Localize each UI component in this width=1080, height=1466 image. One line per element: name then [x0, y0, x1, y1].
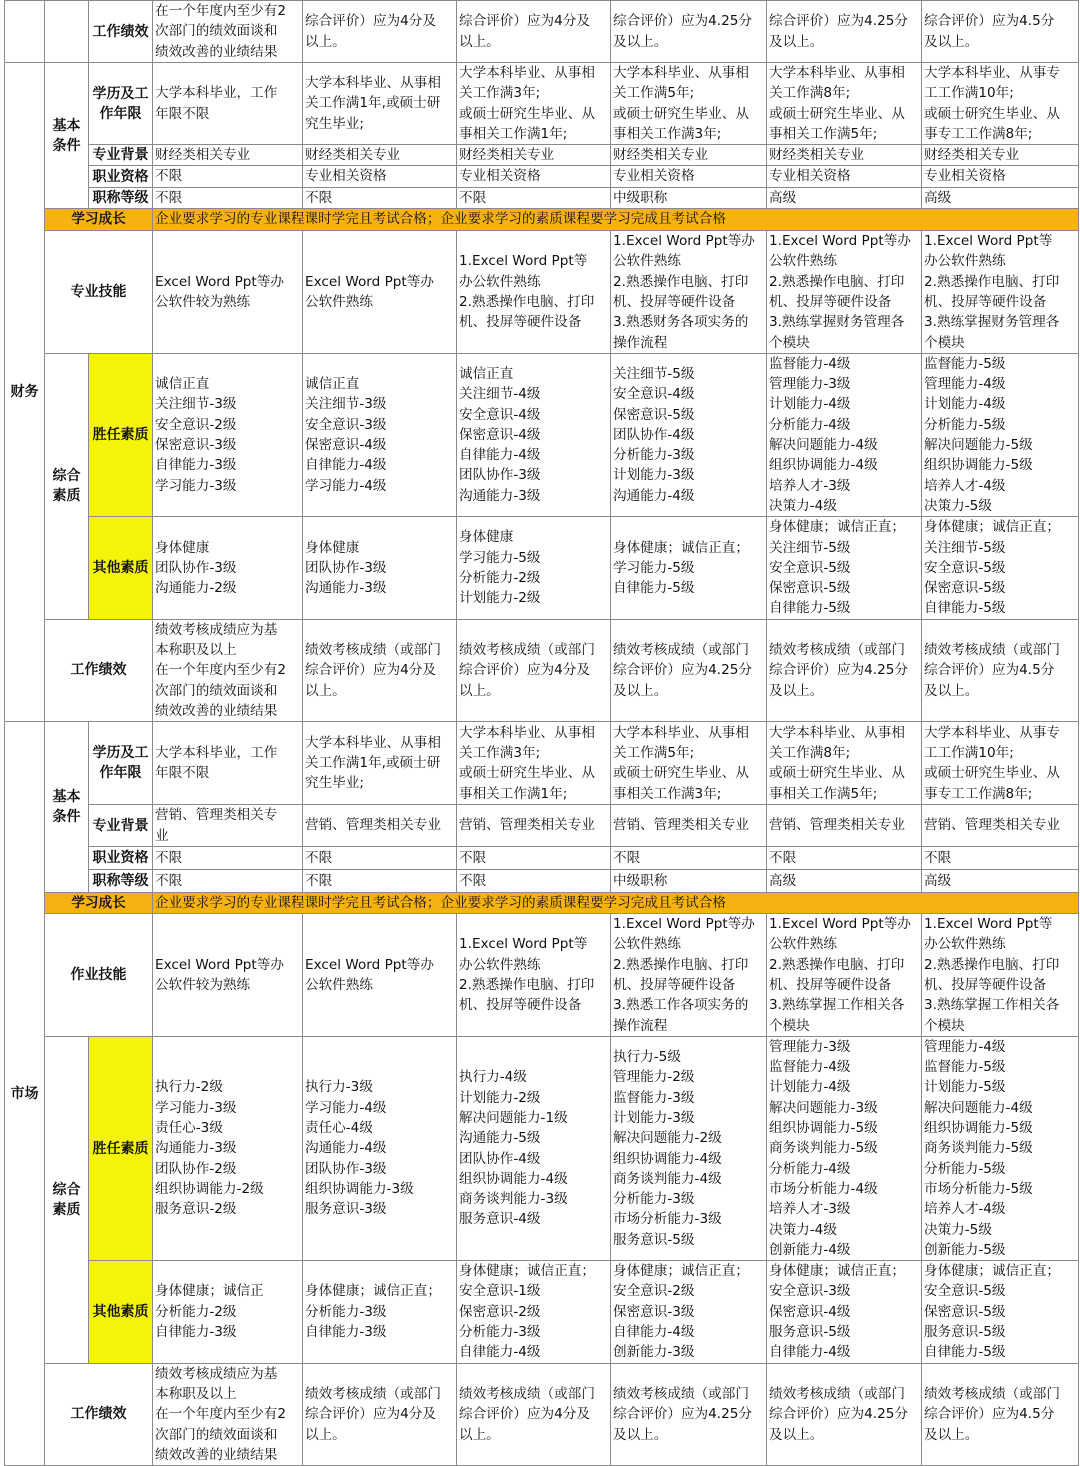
- edu-cell-level-5: 大学本科毕业、从事相 关工作满8年; 或硕士研究生毕业、从 事相关工作满5年;: [767, 63, 922, 145]
- table-row: [5, 145, 1079, 166]
- edu-cell-level-2: 大学本科毕业、从事相 关工作满1年,或硕士研 究生毕业;: [303, 722, 457, 805]
- table-row: [5, 1261, 1079, 1363]
- perf-cell-level-6: 绩效考核成绩（或部门 综合评价）应为4.5分 及以上。: [922, 619, 1079, 721]
- perf-label: 工作绩效: [45, 619, 153, 721]
- qualification-cell-level-6: 专业相关资格: [922, 166, 1079, 187]
- skill-label: 作业技能: [45, 914, 153, 1037]
- other-quality-cell-level-3: 身体健康 学习能力-5级 分析能力-2级 计划能力-2级: [457, 517, 611, 619]
- qualification-table: [4, 0, 1079, 1466]
- perf-cell-level-6: 综合评价）应为4.5分 及以上。: [922, 1, 1079, 63]
- table-row: [5, 846, 1079, 869]
- title-grade-cell-level-1: 不限: [153, 869, 303, 892]
- basic-conditions-label: 基本 条件: [45, 722, 89, 893]
- qualification-cell-level-5: 专业相关资格: [767, 166, 922, 187]
- major-cell-level-4: 财经类相关专业: [611, 145, 767, 166]
- competency-cell-level-3: 诚信正直 关注细节-4级 安全意识-4级 保密意识-4级 自律能力-4级 团队协作-3级 沟通能力-3级: [457, 353, 611, 516]
- title-grade-cell-level-4: 中级职称: [611, 187, 767, 208]
- skill-cell-level-5: 1.Excel Word Ppt等办 公软件熟练 2.熟悉操作电脑、打印 机、投屏等硬件设备 3.熟练掌握财务管理各 个模块: [767, 231, 922, 354]
- title-grade-cell-level-5: 高级: [767, 869, 922, 892]
- perf-cell-level-5: 绩效考核成绩（或部门 综合评价）应为4.25分 及以上。: [767, 619, 922, 721]
- title-grade-label: 职称等级: [89, 869, 153, 892]
- skill-cell-level-6: 1.Excel Word Ppt等 办公软件熟练 2.熟悉操作电脑、打印 机、投屏等硬件设备 3.熟练掌握财务管理各 个模块: [922, 231, 1079, 354]
- skill-cell-level-2: Excel Word Ppt等办 公软件熟练: [303, 231, 457, 354]
- other-quality-cell-level-1: 身体健康；诚信正 分析能力-2级 自律能力-3级: [153, 1261, 303, 1363]
- qualification-cell-level-3: 不限: [457, 846, 611, 869]
- table-row: [5, 914, 1079, 1037]
- perf-label: 工作绩效: [45, 1363, 153, 1465]
- basic-conditions-label: 基本 条件: [45, 63, 89, 209]
- table-row: [5, 231, 1079, 354]
- title-grade-label: 职称等级: [89, 187, 153, 208]
- learning-requirement: 企业要求学习的专业课程课时学完且考试合格；企业要求学习的素质课程要学习完成且考试合格: [153, 209, 1079, 231]
- edu-cell-level-4: 大学本科毕业、从事相 关工作满5年; 或硕士研究生毕业、从 事相关工作满3年;: [611, 722, 767, 805]
- edu-cell-level-4: 大学本科毕业、从事相 关工作满5年; 或硕士研究生毕业、从 事相关工作满3年;: [611, 63, 767, 145]
- skill-cell-level-1: Excel Word Ppt等办 公软件较为熟练: [153, 914, 303, 1037]
- other-quality-cell-level-5: 身体健康；诚信正直； 安全意识-3级 保密意识-4级 服务意识-5级 自律能力-4级: [767, 1261, 922, 1363]
- table-row: [5, 805, 1079, 847]
- qualification-cell-level-1: 不限: [153, 846, 303, 869]
- edu-label: 学历及工 作年限: [89, 63, 153, 145]
- title-grade-cell-level-1: 不限: [153, 187, 303, 208]
- perf-cell-level-4: 绩效考核成绩（或部门 综合评价）应为4.25分 及以上。: [611, 619, 767, 721]
- perf-cell-level-3: 综合评价）应为4分及 以上。: [457, 1, 611, 63]
- perf-cell-level-2: 绩效考核成绩（或部门 综合评价）应为4分及 以上。: [303, 1363, 457, 1465]
- table-row: [5, 892, 1079, 913]
- qualification-cell-level-5: 不限: [767, 846, 922, 869]
- major-cell-level-2: 财经类相关专业: [303, 145, 457, 166]
- title-grade-cell-level-4: 中级职称: [611, 869, 767, 892]
- learning-label: 学习成长: [45, 892, 153, 913]
- spacer-cell: [45, 1, 89, 63]
- other-quality-label: 其他素质: [89, 1261, 153, 1363]
- major-cell-level-3: 营销、管理类相关专业: [457, 805, 611, 847]
- title-grade-cell-level-5: 高级: [767, 187, 922, 208]
- table-row: [5, 209, 1079, 231]
- skill-cell-level-3: 1.Excel Word Ppt等 办公软件熟练 2.熟悉操作电脑、打印 机、投屏等硬件设备: [457, 231, 611, 354]
- perf-cell-level-1: 在一个年度内至少有2 次部门的绩效面谈和 绩效改善的业绩结果: [153, 1, 303, 63]
- edu-label: 学历及工 作年限: [89, 722, 153, 805]
- qualification-label: 职业资格: [89, 166, 153, 187]
- major-cell-level-1: 财经类相关专业: [153, 145, 303, 166]
- major-cell-level-6: 财经类相关专业: [922, 145, 1079, 166]
- edu-cell-level-3: 大学本科毕业、从事相 关工作满3年; 或硕士研究生毕业、从 事相关工作满1年;: [457, 722, 611, 805]
- edu-cell-level-3: 大学本科毕业、从事相 关工作满3年; 或硕士研究生毕业、从 事相关工作满1年;: [457, 63, 611, 145]
- other-quality-cell-level-2: 身体健康 团队协作-3级 沟通能力-3级: [303, 517, 457, 619]
- other-quality-cell-level-5: 身体健康；诚信正直； 关注细节-5级 安全意识-5级 保密意识-5级 自律能力-5级: [767, 517, 922, 619]
- title-grade-cell-level-2: 不限: [303, 187, 457, 208]
- competency-cell-level-1: 执行力-2级 学习能力-3级 责任心-3级 沟通能力-3级 团队协作-2级 组织协调能力-2级 服务意识-2级: [153, 1036, 303, 1260]
- title-grade-cell-level-2: 不限: [303, 869, 457, 892]
- table-row: [5, 619, 1079, 721]
- competency-cell-level-2: 诚信正直 关注细节-3级 安全意识-3级 保密意识-4级 自律能力-4级 学习能力-4级: [303, 353, 457, 516]
- other-quality-label: 其他素质: [89, 517, 153, 619]
- perf-cell-level-5: 综合评价）应为4.25分 及以上。: [767, 1, 922, 63]
- skill-label: 专业技能: [45, 231, 153, 354]
- competency-label: 胜任素质: [89, 353, 153, 516]
- competency-label: 胜任素质: [89, 1036, 153, 1260]
- table-row: [5, 1, 1079, 63]
- competency-cell-level-6: 监督能力-5级 管理能力-4级 计划能力-4级 分析能力-5级 解决问题能力-5级 组织协调能力-5级 培养人才-4级 决策力-5级: [922, 353, 1079, 516]
- perf-cell-level-1: 绩效考核成绩应为基 本称职及以上 在一个年度内至少有2 次部门的绩效面谈和 绩效改善的业绩结果: [153, 619, 303, 721]
- perf-cell-level-6: 绩效考核成绩（或部门 综合评价）应为4.5分 及以上。: [922, 1363, 1079, 1465]
- perf-cell-level-1: 绩效考核成绩应为基 本称职及以上 在一个年度内至少有2 次部门的绩效面谈和 绩效改善的业绩结果: [153, 1363, 303, 1465]
- major-cell-level-3: 财经类相关专业: [457, 145, 611, 166]
- competency-cell-level-2: 执行力-3级 学习能力-4级 责任心-4级 沟通能力-4级 团队协作-3级 组织协调能力-3级 服务意识-3级: [303, 1036, 457, 1260]
- perf-cell-level-2: 综合评价）应为4分及 以上。: [303, 1, 457, 63]
- edu-cell-level-5: 大学本科毕业、从事相 关工作满8年; 或硕士研究生毕业、从 事相关工作满5年;: [767, 722, 922, 805]
- qualification-cell-level-6: 不限: [922, 846, 1079, 869]
- table-row: [5, 187, 1079, 208]
- major-cell-level-2: 营销、管理类相关专业: [303, 805, 457, 847]
- qualification-cell-level-2: 不限: [303, 846, 457, 869]
- skill-cell-level-5: 1.Excel Word Ppt等办 公软件熟练 2.熟悉操作电脑、打印 机、投屏等硬件设备 3.熟练掌握工作相关各 个模块: [767, 914, 922, 1037]
- qualification-cell-level-1: 不限: [153, 166, 303, 187]
- competency-cell-level-1: 诚信正直 关注细节-3级 安全意识-2级 保密意识-3级 自律能力-3级 学习能力-3级: [153, 353, 303, 516]
- skill-cell-level-4: 1.Excel Word Ppt等办 公软件熟练 2.熟悉操作电脑、打印 机、投屏等硬件设备 3.熟悉工作各项实务的 操作流程: [611, 914, 767, 1037]
- skill-cell-level-6: 1.Excel Word Ppt等 办公软件熟练 2.熟悉操作电脑、打印 机、投屏等硬件设备 3.熟练掌握工作相关各 个模块: [922, 914, 1079, 1037]
- table-row: [5, 1036, 1079, 1260]
- table-row: [5, 63, 1079, 145]
- perf-cell-level-3: 绩效考核成绩（或部门 综合评价）应为4分及 以上。: [457, 619, 611, 721]
- comprehensive-quality-label: 综合 素质: [45, 1036, 89, 1363]
- other-quality-cell-level-1: 身体健康 团队协作-3级 沟通能力-2级: [153, 517, 303, 619]
- edu-cell-level-6: 大学本科毕业、从事专 工工作满10年; 或硕士研究生毕业、从 事专工工作满8年;: [922, 722, 1079, 805]
- table-row: [5, 869, 1079, 892]
- edu-cell-level-2: 大学本科毕业、从事相 关工作满1年,或硕士研 究生毕业;: [303, 63, 457, 145]
- other-quality-cell-level-4: 身体健康；诚信正直； 学习能力-5级 自律能力-5级: [611, 517, 767, 619]
- qualification-label: 职业资格: [89, 846, 153, 869]
- perf-cell-level-2: 绩效考核成绩（或部门 综合评价）应为4分及 以上。: [303, 619, 457, 721]
- title-grade-cell-level-3: 不限: [457, 869, 611, 892]
- major-label: 专业背景: [89, 805, 153, 847]
- comprehensive-quality-label: 综合 素质: [45, 353, 89, 619]
- qualification-cell-level-3: 专业相关资格: [457, 166, 611, 187]
- major-label: 专业背景: [89, 145, 153, 166]
- skill-cell-level-1: Excel Word Ppt等办 公软件较为熟练: [153, 231, 303, 354]
- title-grade-cell-level-6: 高级: [922, 187, 1079, 208]
- competency-cell-level-6: 管理能力-4级 监督能力-5级 计划能力-5级 解决问题能力-4级 组织协调能力-5级 商务谈判能力-5级 分析能力-5级 市场分析能力-5级 培养人才-4级 决策力-5级 创新能力-5级: [922, 1036, 1079, 1260]
- edu-cell-level-1: 大学本科毕业，工作 年限不限: [153, 722, 303, 805]
- table-row: [5, 1363, 1079, 1465]
- learning-requirement: 企业要求学习的专业课程课时学完且考试合格；企业要求学习的素质课程要学习完成且考试合格: [153, 892, 1079, 913]
- competency-cell-level-5: 监督能力-4级 管理能力-3级 计划能力-4级 分析能力-4级 解决问题能力-4级 组织协调能力-4级 培养人才-3级 决策力-4级: [767, 353, 922, 516]
- major-cell-level-5: 财经类相关专业: [767, 145, 922, 166]
- skill-cell-level-2: Excel Word Ppt等办 公软件熟练: [303, 914, 457, 1037]
- perf-cell-level-3: 绩效考核成绩（或部门 综合评价）应为4分及 以上。: [457, 1363, 611, 1465]
- other-quality-cell-level-4: 身体健康；诚信正直； 安全意识-2级 保密意识-3级 自律能力-4级 创新能力-3级: [611, 1261, 767, 1363]
- title-grade-cell-level-6: 高级: [922, 869, 1079, 892]
- edu-cell-level-6: 大学本科毕业、从事专 工工作满10年; 或硕士研究生毕业、从 事专工工作满8年;: [922, 63, 1079, 145]
- title-grade-cell-level-3: 不限: [457, 187, 611, 208]
- perf-label: 工作绩效: [89, 1, 153, 63]
- other-quality-cell-level-2: 身体健康；诚信正直； 分析能力-3级 自律能力-3级: [303, 1261, 457, 1363]
- edu-cell-level-1: 大学本科毕业，工作 年限不限: [153, 63, 303, 145]
- qualification-cell-level-4: 专业相关资格: [611, 166, 767, 187]
- qualification-cell-level-2: 专业相关资格: [303, 166, 457, 187]
- perf-cell-level-4: 绩效考核成绩（或部门 综合评价）应为4.25分 及以上。: [611, 1363, 767, 1465]
- table-row: [5, 517, 1079, 619]
- major-cell-level-6: 营销、管理类相关专业: [922, 805, 1079, 847]
- table-row: [5, 353, 1079, 516]
- perf-cell-level-4: 综合评价）应为4.25分 及以上。: [611, 1, 767, 63]
- dept-label: 市场: [5, 722, 45, 1466]
- major-cell-level-1: 营销、管理类相关专 业: [153, 805, 303, 847]
- major-cell-level-5: 营销、管理类相关专业: [767, 805, 922, 847]
- skill-cell-level-4: 1.Excel Word Ppt等办 公软件熟练 2.熟悉操作电脑、打印 机、投屏等硬件设备 3.熟悉财务各项实务的 操作流程: [611, 231, 767, 354]
- other-quality-cell-level-3: 身体健康；诚信正直； 安全意识-1级 保密意识-2级 分析能力-3级 自律能力-4级: [457, 1261, 611, 1363]
- perf-cell-level-5: 绩效考核成绩（或部门 综合评价）应为4.25分 及以上。: [767, 1363, 922, 1465]
- table-row: [5, 722, 1079, 805]
- competency-cell-level-5: 管理能力-3级 监督能力-4级 计划能力-4级 解决问题能力-3级 组织协调能力-5级 商务谈判能力-5级 分析能力-4级 市场分析能力-4级 培养人才-3级 决策力-4级 创新能力-4级: [767, 1036, 922, 1260]
- spacer-cell: [5, 1, 45, 63]
- other-quality-cell-level-6: 身体健康；诚信正直； 关注细节-5级 安全意识-5级 保密意识-5级 自律能力-5级: [922, 517, 1079, 619]
- competency-cell-level-4: 执行力-5级 管理能力-2级 监督能力-3级 计划能力-3级 解决问题能力-2级 组织协调能力-4级 商务谈判能力-4级 分析能力-3级 市场分析能力-3级 服务意识-5级: [611, 1036, 767, 1260]
- major-cell-level-4: 营销、管理类相关专业: [611, 805, 767, 847]
- qualification-cell-level-4: 不限: [611, 846, 767, 869]
- table-row: [5, 166, 1079, 187]
- competency-cell-level-4: 关注细节-5级 安全意识-4级 保密意识-5级 团队协作-4级 分析能力-3级 计划能力-3级 沟通能力-4级: [611, 353, 767, 516]
- learning-label: 学习成长: [45, 209, 153, 231]
- skill-cell-level-3: 1.Excel Word Ppt等 办公软件熟练 2.熟悉操作电脑、打印 机、投屏等硬件设备: [457, 914, 611, 1037]
- competency-cell-level-3: 执行力-4级 计划能力-2级 解决问题能力-1级 沟通能力-5级 团队协作-4级 组织协调能力-4级 商务谈判能力-3级 服务意识-4级: [457, 1036, 611, 1260]
- dept-label: 财务: [5, 63, 45, 722]
- other-quality-cell-level-6: 身体健康；诚信正直； 安全意识-5级 保密意识-5级 服务意识-5级 自律能力-5级: [922, 1261, 1079, 1363]
